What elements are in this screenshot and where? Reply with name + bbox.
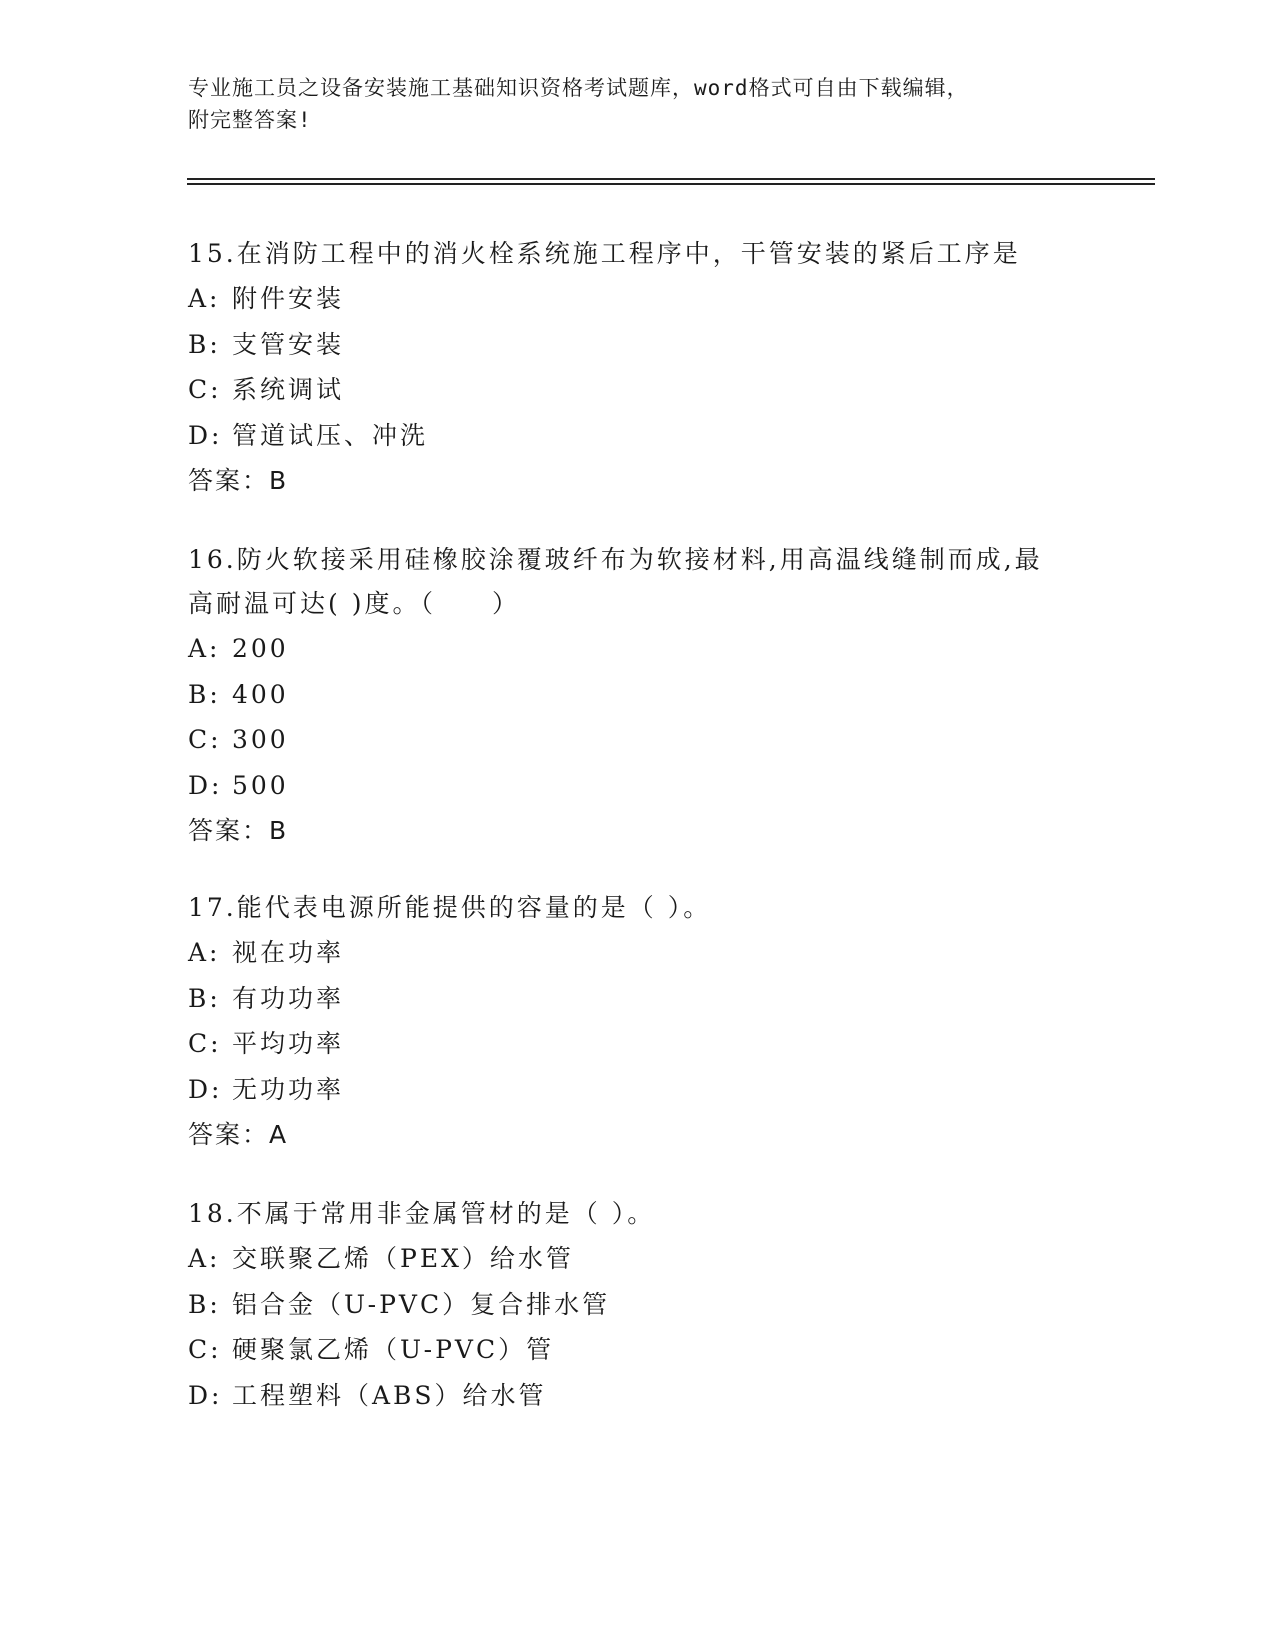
option-text: 300 bbox=[232, 725, 289, 754]
option-letter: D: bbox=[188, 770, 223, 800]
question-18 bbox=[188, 1192, 1088, 1418]
option-text: 视在功率 bbox=[232, 938, 345, 967]
option-letter: C: bbox=[188, 1029, 222, 1058]
option-b bbox=[188, 1282, 1088, 1328]
option-letter: B: bbox=[188, 983, 221, 1013]
option-letter: D: bbox=[188, 1074, 223, 1104]
option-letter: B: bbox=[188, 329, 221, 359]
question-stem: 15.在消防工程中的消火栓系统施工程序中，干管安装的紧后工序是 bbox=[188, 239, 1021, 268]
option-text: 200 bbox=[232, 634, 289, 663]
option-text: 有功功率 bbox=[232, 983, 345, 1013]
option-text: 系统调试 bbox=[232, 375, 345, 404]
option-letter: A: bbox=[188, 284, 221, 313]
option-text: 400 bbox=[232, 679, 289, 709]
option-c bbox=[188, 717, 1088, 763]
option-text: 附件安装 bbox=[232, 284, 345, 313]
question-stem-line-2: 高耐温可达( )度。（ ） bbox=[188, 589, 520, 618]
option-a bbox=[188, 1236, 1088, 1282]
option-d bbox=[188, 1373, 1088, 1419]
option-letter: C: bbox=[188, 725, 222, 754]
question-15 bbox=[188, 232, 1088, 503]
option-d bbox=[188, 1067, 1088, 1113]
question-stem: 18.不属于常用非金属管材的是（ ）。 bbox=[188, 1199, 656, 1228]
option-text: 铝合金（U-PVC）复合排水管 bbox=[232, 1289, 611, 1319]
option-letter: B: bbox=[188, 1289, 221, 1319]
option-letter: D: bbox=[188, 420, 223, 450]
option-d bbox=[188, 763, 1088, 809]
option-text: 硬聚氯乙烯（U-PVC）管 bbox=[232, 1335, 555, 1364]
option-text: 交联聚乙烯（PEX）给水管 bbox=[232, 1244, 574, 1273]
answer-label: 答案：B bbox=[188, 466, 289, 495]
question-stem: 17.能代表电源所能提供的容量的是（ ）。 bbox=[188, 893, 712, 922]
header-divider-top bbox=[187, 178, 1155, 180]
option-b bbox=[188, 672, 1088, 718]
option-text: 平均功率 bbox=[232, 1029, 345, 1058]
option-letter: A: bbox=[188, 634, 221, 663]
option-text: 工程塑料（ABS）给水管 bbox=[232, 1380, 547, 1410]
option-text: 支管安装 bbox=[232, 329, 345, 359]
header-line-1: 专业施工员之设备安装施工基础知识资格考试题库，word格式可自由下载编辑， bbox=[188, 76, 969, 100]
option-letter: A: bbox=[188, 938, 221, 967]
option-a bbox=[188, 930, 1088, 976]
answer-label: 答案：A bbox=[188, 1120, 289, 1149]
option-text: 管道试压、冲洗 bbox=[232, 420, 429, 450]
option-letter: C: bbox=[188, 375, 222, 404]
option-letter: D: bbox=[188, 1380, 223, 1410]
option-c bbox=[188, 367, 1088, 413]
question-16 bbox=[188, 538, 1088, 853]
option-letter: C: bbox=[188, 1335, 222, 1364]
option-text: 无功功率 bbox=[232, 1074, 345, 1104]
header-divider-bottom bbox=[187, 183, 1155, 185]
question-17 bbox=[188, 886, 1088, 1157]
answer-label: 答案：B bbox=[188, 816, 289, 845]
option-a bbox=[188, 626, 1088, 672]
option-c bbox=[188, 1327, 1088, 1373]
option-d bbox=[188, 413, 1088, 459]
option-letter: B: bbox=[188, 679, 221, 709]
header-line-2: 附完整答案! bbox=[188, 108, 312, 132]
question-stem-line-1: 16.防火软接采用硅橡胶涂覆玻纤布为软接材料,用高温线缝制而成,最 bbox=[188, 545, 1043, 574]
option-c bbox=[188, 1021, 1088, 1067]
option-b bbox=[188, 976, 1088, 1022]
document-header bbox=[188, 72, 1088, 136]
option-text: 500 bbox=[232, 770, 289, 800]
option-a bbox=[188, 276, 1088, 322]
option-b bbox=[188, 322, 1088, 368]
option-letter: A: bbox=[188, 1244, 221, 1273]
